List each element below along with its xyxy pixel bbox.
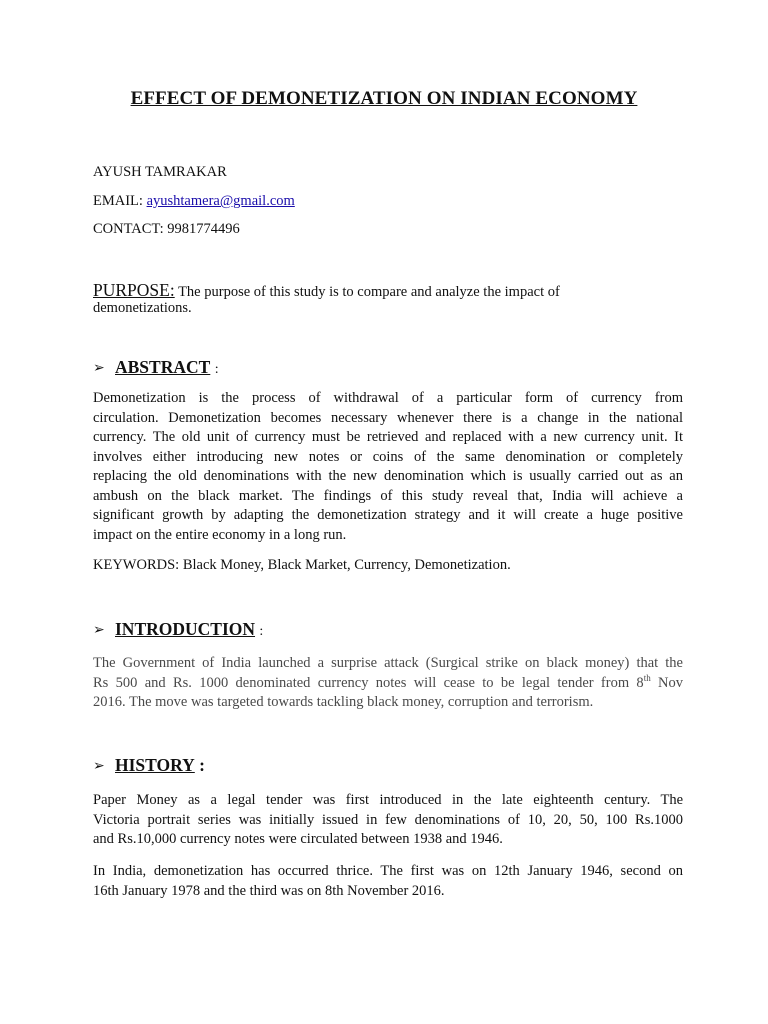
history-line: In India, demonetization has occurred thrice. The first was on 12th January 1946, second on <box>93 863 683 879</box>
history-line: Victoria portrait series was initially issued in few denominations of 10, 20, 50, 100 Rs.1000 <box>93 811 683 828</box>
abstract-line: Demonetization is the process of withdrawal of a particular form of currency from <box>93 390 683 406</box>
abstract-line: circulation. Demonetization becomes necessary whenever there is a change in the national <box>93 409 683 426</box>
paper-title: EFFECT OF DEMONETIZATION ON INDIAN ECONOMY <box>130 88 638 109</box>
ordinal-superscript: th <box>643 672 651 683</box>
author-contact-line <box>93 221 240 238</box>
abstract-body <box>93 389 683 545</box>
email-link[interactable]: ayushtamera@gmail.com <box>146 193 295 209</box>
abstract-line: currency. The old unit of currency must be retrieved and replaced with a new currency unit. It <box>93 429 683 445</box>
abstract-heading <box>93 357 219 378</box>
introduction-line <box>93 674 683 694</box>
purpose-section <box>93 281 683 318</box>
abstract-line: involves either introducing new notes or coins of the same denomination or completely <box>93 448 683 465</box>
history-heading <box>93 755 205 776</box>
abstract-line: impact on the entire economy in a long run. <box>93 526 347 543</box>
contact-label: CONTACT: <box>93 221 164 237</box>
contact-number: 9981774496 <box>167 221 240 237</box>
abstract-heading-text: ABSTRACT <box>115 357 211 377</box>
author-email-line <box>93 193 295 210</box>
history-line: 16th January 1978 and the third was on 8th November 2016. <box>93 882 445 899</box>
introduction-line: The Government of India launched a surprise attack (Surgical strike on black money) that the <box>93 655 683 671</box>
introduction-line-text: Rs 500 and Rs. 1000 denominated currency notes will cease to be legal tender from 8 <box>93 674 644 691</box>
purpose-text-line: demonetizations. <box>93 299 192 316</box>
history-line: Paper Money as a legal tender was first introduced in the late eighteenth century. The <box>93 792 683 808</box>
email-label: EMAIL: <box>93 193 143 209</box>
abstract-line: significant growth by adapting the demonetization strategy and it will create a huge positive <box>93 507 683 523</box>
abstract-line: replacing the old denominations with the new denomination which is usually carried out as an <box>93 468 683 484</box>
arrow-bullet-icon: ➢ <box>93 759 105 774</box>
introduction-heading-text: INTRODUCTION <box>115 619 256 639</box>
history-paragraph-1 <box>93 791 683 850</box>
introduction-heading <box>93 619 263 640</box>
keywords: KEYWORDS: Black Money, Black Market, Currency, Demonetization. <box>93 557 511 573</box>
introduction-colon: : <box>259 624 264 639</box>
purpose-label: PURPOSE: <box>93 280 175 300</box>
abstract-colon: : <box>214 362 219 377</box>
history-heading-text: HISTORY <box>115 755 195 775</box>
introduction-line: 2016. The move was targeted towards tackling black money, corruption and terrorism. <box>93 694 594 710</box>
introduction-body <box>93 654 683 713</box>
arrow-bullet-icon: ➢ <box>93 361 105 376</box>
history-paragraph-2 <box>93 862 683 901</box>
arrow-bullet-icon: ➢ <box>93 623 105 638</box>
abstract-line: ambush on the black market. The findings of this study reveal that, India will achieve a <box>93 487 683 504</box>
history-line: and Rs.10,000 currency notes were circulated between 1938 and 1946. <box>93 831 503 847</box>
purpose-text-line: The purpose of this study is to compare and analyze the impact of <box>178 284 560 300</box>
history-colon: : <box>199 755 205 775</box>
introduction-line-text: Nov <box>650 674 683 691</box>
author-name: AYUSH TAMRAKAR <box>93 164 227 180</box>
